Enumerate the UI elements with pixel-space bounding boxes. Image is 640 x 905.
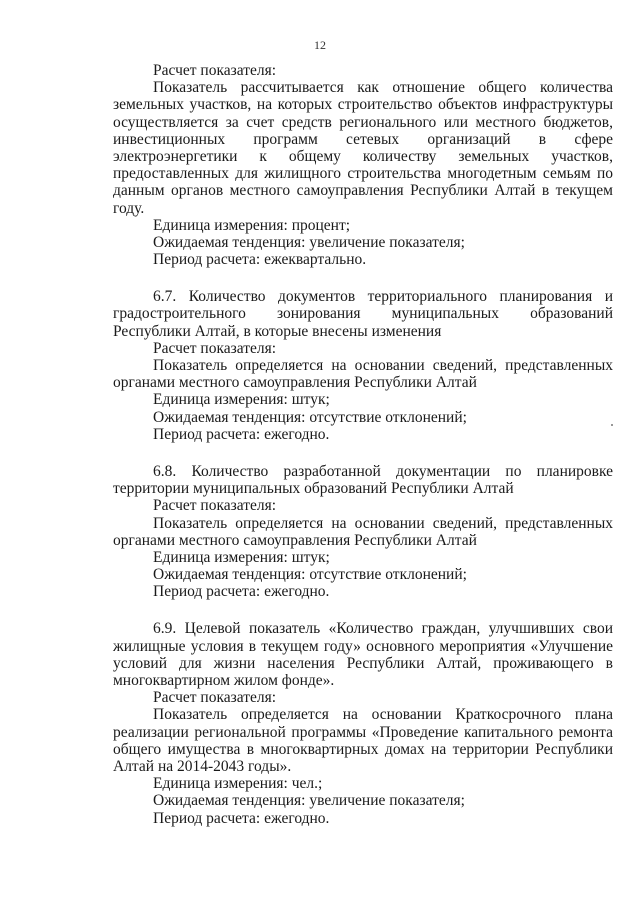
text-line: 6.9. Целевой показатель «Количество граждан, улучшивших свои <box>153 620 613 638</box>
text-line: жилищные условия в текущем году» основного мероприятия «Улучшение <box>113 637 613 655</box>
text-line: земельных участков, на которых строительство объектов инфраструктуры <box>113 96 613 114</box>
text-line: Период расчета: ежегодно. <box>153 809 330 827</box>
text-line: Ожидаемая тенденция: увеличение показателя; <box>153 792 465 810</box>
section-item-6-9 <box>113 620 613 826</box>
text-line: Единица измерения: штук; <box>153 391 330 409</box>
text-line: градостроительного зонирования муниципальных образований <box>113 305 613 323</box>
text-line: Показатель определяется на основании Краткосрочного плана <box>153 706 613 724</box>
text-line: реализации региональной программы «Проведение капитального ремонта <box>113 723 613 741</box>
text-line: Расчет показателя: <box>153 62 277 79</box>
text-line: электроэнергетики к общему количеству земельных участков, <box>113 147 613 165</box>
text-line: условий для жизни населения Республики Алтай, проживающего в <box>113 654 613 672</box>
text-line: Расчет показателя: <box>153 689 277 707</box>
text-line: Период расчета: ежегодно. <box>153 583 330 601</box>
text-blocks <box>113 62 613 827</box>
section-spacer <box>113 268 613 288</box>
text-line: осуществляется за счет средств регионального или местного бюджетов, <box>113 113 613 131</box>
text-line: Ожидаемая тенденция: отсутствие отклонений; <box>153 408 467 426</box>
text-line: Единица измерения: штук; <box>153 548 330 566</box>
text-line: Показатель рассчитывается как отношение общего количества <box>153 79 613 97</box>
text-line: Единица измерения: чел.; <box>153 775 323 793</box>
text-line: Показатель определяется на основании сведений, представленных <box>153 514 613 532</box>
text-line: органами местного самоуправления Республики Алтай <box>113 531 477 549</box>
text-line: Ожидаемая тенденция: отсутствие отклонений; <box>153 566 467 584</box>
section-item-6-7 <box>113 288 613 443</box>
text-line: многоквартирном жилом фонде». <box>113 672 335 689</box>
text-line: 6.7. Количество документов территориального планирования и <box>153 288 613 306</box>
section-intro <box>113 62 613 268</box>
text-line: Ожидаемая тенденция: увеличение показателя; <box>153 233 465 251</box>
text-line: Период расчета: ежегодно. <box>153 425 330 443</box>
text-line: инвестиционных программ сетевых организаций в сфере <box>113 130 613 148</box>
scan-speck <box>611 424 613 426</box>
page-number: 12 <box>314 38 326 52</box>
text-line: Расчет показателя: <box>153 497 277 515</box>
section-spacer <box>113 443 613 463</box>
text-line: Республики Алтай, в которые внесены изменения <box>113 322 442 340</box>
text-line: органами местного самоуправления Республики Алтай <box>113 374 477 392</box>
text-line: Алтай на 2014-2043 годы». <box>113 757 292 775</box>
text-line: предоставленных для жилищного строительства многодетным семьям по <box>113 165 613 183</box>
text-line: территории муниципальных образований Республики Алтай <box>113 480 514 498</box>
text-line: Расчет показателя: <box>153 339 277 357</box>
section-item-6-8 <box>113 463 613 601</box>
section-spacer <box>113 600 613 620</box>
text-line: Единица измерения: процент; <box>153 216 351 234</box>
text-line: данным органов местного самоуправления Республики Алтай в текущем <box>113 182 613 200</box>
document-body <box>113 62 613 827</box>
text-line: общего имущества в многоквартирных домах на территории Республики <box>113 740 613 758</box>
text-line: Период расчета: ежеквартально. <box>153 251 367 269</box>
text-line: Показатель определяется на основании сведений, представленных <box>153 357 613 374</box>
text-line: году. <box>113 199 145 217</box>
text-line: 6.8. Количество разработанной документации по планировке <box>153 462 613 480</box>
